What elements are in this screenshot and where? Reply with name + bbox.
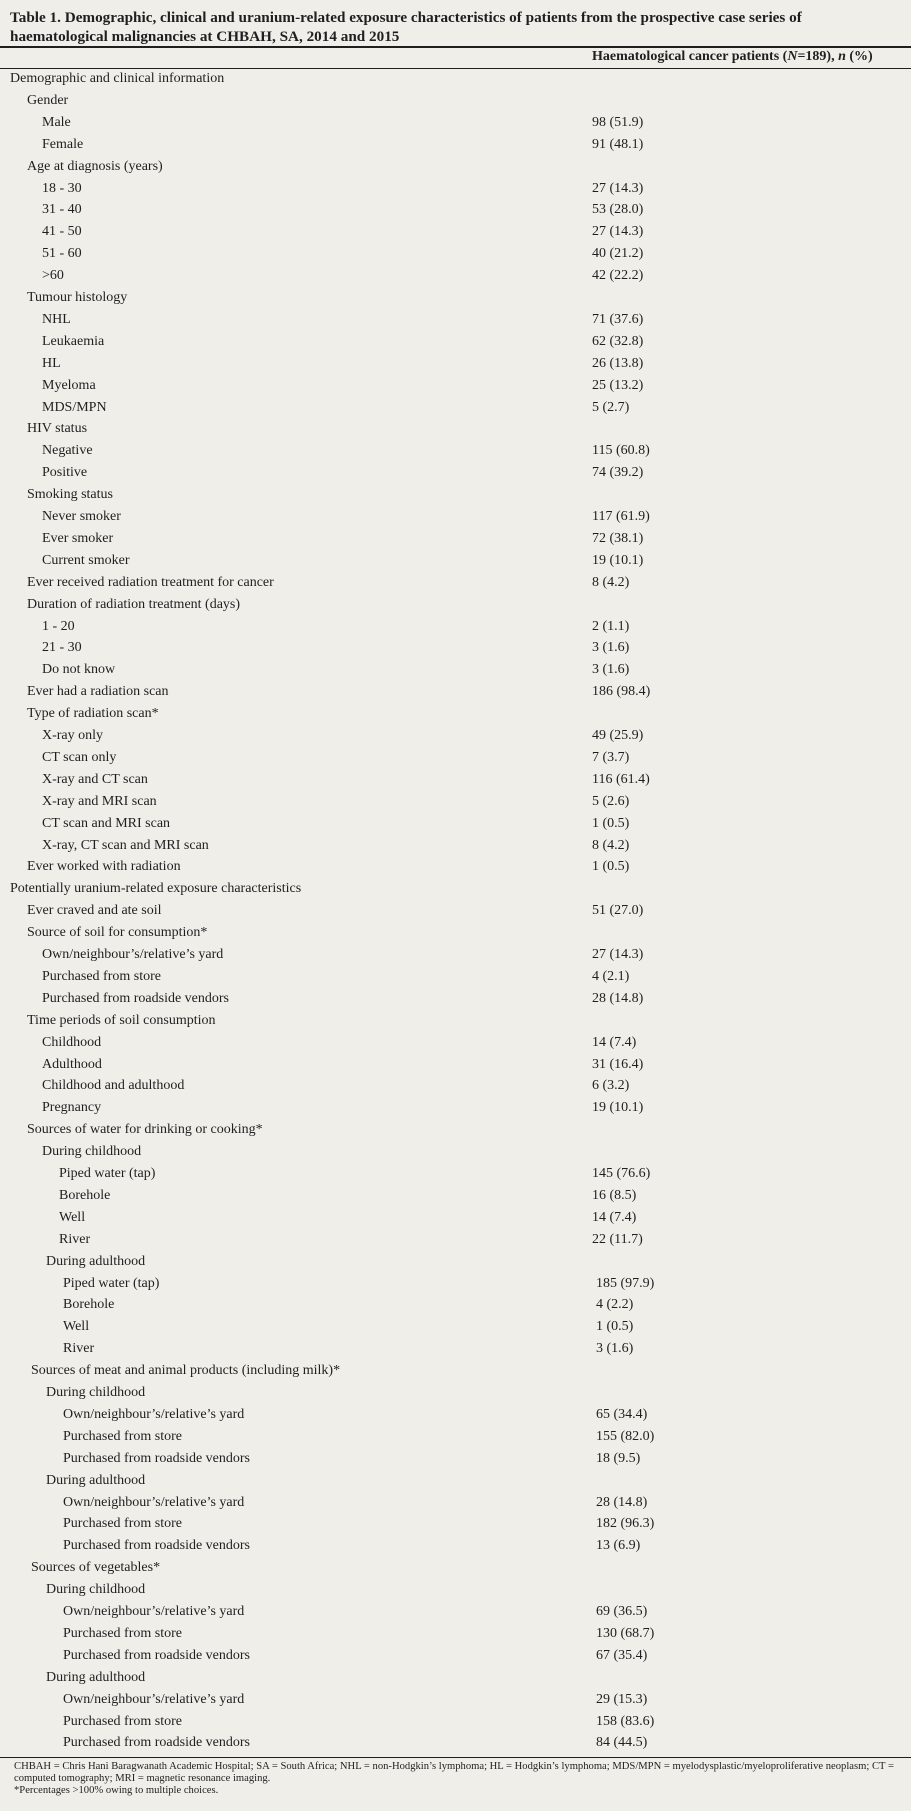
- table-row: [0, 1054, 911, 1076]
- row-label: Purchased from roadside vendors: [42, 990, 230, 1006]
- row-value: 19 (10.1): [592, 1100, 644, 1116]
- table-row: [0, 1185, 911, 1207]
- row-label: River: [63, 1341, 95, 1357]
- table-row: [0, 1601, 911, 1623]
- footer-rule: [0, 1757, 911, 1758]
- table-row: [0, 221, 911, 243]
- table-row: [0, 199, 911, 221]
- table-row: [0, 1360, 911, 1382]
- row-value: 8 (4.2): [592, 837, 630, 853]
- row-label: Purchased from roadside vendors: [63, 1538, 251, 1554]
- row-value: 4 (2.1): [592, 968, 630, 984]
- table-row: [0, 243, 911, 265]
- row-label: Purchased from roadside vendors: [63, 1450, 251, 1466]
- table-row: [0, 659, 911, 681]
- table-row: [0, 1711, 911, 1733]
- table-row: [0, 484, 911, 506]
- row-value: 130 (68.7): [596, 1625, 655, 1641]
- footnotes: [14, 1761, 894, 1797]
- row-label: Myeloma: [42, 377, 96, 393]
- row-label: X-ray only: [42, 728, 104, 743]
- row-value: 72 (38.1): [592, 530, 644, 546]
- table-row: [0, 1163, 911, 1185]
- table-row: [0, 178, 911, 200]
- row-value: 26 (13.8): [592, 355, 644, 371]
- table-row: [0, 594, 911, 616]
- table-row: [0, 637, 911, 659]
- row-label: Own/neighbour’s/relative’s yard: [63, 1406, 245, 1422]
- row-value: 116 (61.4): [592, 771, 650, 787]
- table-row: [0, 703, 911, 725]
- row-value: 65 (34.4): [596, 1406, 648, 1422]
- row-value: 28 (14.8): [592, 990, 644, 1006]
- row-value: 16 (8.5): [592, 1187, 637, 1203]
- table-row: [0, 287, 911, 309]
- table-row: [0, 1513, 911, 1535]
- table-row: [0, 397, 911, 419]
- row-label: CT scan only: [42, 749, 117, 765]
- row-label: Type of radiation scan*: [27, 706, 159, 722]
- column-header-n2: n: [838, 49, 846, 64]
- row-value: 3 (1.6): [596, 1341, 634, 1357]
- table-row: [0, 878, 911, 900]
- column-header: [592, 48, 873, 66]
- row-label: Sources of water for drinking or cooking*: [27, 1122, 263, 1138]
- row-value: 51 (27.0): [592, 903, 644, 919]
- row-label: Female: [42, 136, 84, 152]
- table-row: [0, 1141, 911, 1163]
- table-row: [0, 134, 911, 156]
- table-row: [0, 1535, 911, 1557]
- row-label: 41 - 50: [42, 224, 82, 240]
- row-label: X-ray and MRI scan: [42, 793, 157, 809]
- row-label: Own/neighbour’s/relative’s yard: [63, 1494, 245, 1510]
- table-title: Table 1. Demographic, clinical and uranium-related exposure characteristics of patients from the prospective case series of haematological malignancies at CHBAH, SA, 2014 and 2015: [10, 9, 802, 45]
- row-label: HIV status: [27, 421, 88, 437]
- table-row: [0, 813, 911, 835]
- table-row: [0, 1579, 911, 1601]
- row-label: During childhood: [46, 1582, 146, 1598]
- row-label: Borehole: [63, 1297, 115, 1313]
- row-value: 158 (83.6): [596, 1713, 655, 1729]
- table-row: [0, 440, 911, 462]
- row-label: Sources of vegetables*: [31, 1560, 161, 1576]
- row-label: HL: [42, 355, 61, 371]
- table-row: [0, 1075, 911, 1097]
- row-label: Own/neighbour’s/relative’s yard: [42, 947, 224, 962]
- row-label: X-ray and CT scan: [42, 771, 148, 787]
- row-label: Demographic and clinical information: [10, 71, 225, 86]
- table-row: [0, 1404, 911, 1426]
- row-value: 67 (35.4): [596, 1647, 648, 1663]
- row-value: 8 (4.2): [592, 574, 630, 590]
- row-label: Piped water (tap): [63, 1275, 160, 1291]
- row-label: 51 - 60: [42, 246, 82, 262]
- row-value: 69 (36.5): [596, 1604, 648, 1619]
- row-label: River: [59, 1231, 91, 1247]
- table-row: [0, 1470, 911, 1492]
- row-label: Negative: [42, 443, 93, 459]
- row-label: Ever worked with radiation: [27, 859, 181, 875]
- table-row: [0, 835, 911, 857]
- row-label: Gender: [27, 92, 69, 108]
- row-label: Sources of meat and animal products (including milk)*: [31, 1363, 341, 1379]
- table-row: [0, 966, 911, 988]
- row-label: Well: [63, 1319, 90, 1335]
- table-row: [0, 747, 911, 769]
- row-value: 28 (14.8): [596, 1494, 648, 1510]
- table-row: [0, 462, 911, 484]
- row-label: Purchased from store: [42, 968, 161, 984]
- table-row: [0, 1382, 911, 1404]
- table-row: [0, 572, 911, 594]
- row-label: Leukaemia: [42, 333, 105, 349]
- row-value: 3 (1.6): [592, 662, 630, 678]
- row-value: 4 (2.2): [596, 1297, 634, 1313]
- row-label: MDS/MPN: [42, 399, 107, 415]
- row-label: Tumour histology: [27, 290, 128, 305]
- row-label: Purchased from store: [63, 1428, 182, 1444]
- row-value: 5 (2.6): [592, 793, 630, 809]
- table-row: [0, 331, 911, 353]
- row-label: Purchased from store: [63, 1713, 182, 1729]
- row-value: 22 (11.7): [592, 1231, 643, 1247]
- row-value: 5 (2.7): [592, 399, 630, 415]
- row-value: 25 (13.2): [592, 377, 644, 393]
- table-row: [0, 1273, 911, 1295]
- table-row: [0, 1426, 911, 1448]
- row-value: 98 (51.9): [592, 114, 644, 130]
- row-label: Ever had a radiation scan: [27, 684, 169, 700]
- row-value: 40 (21.2): [592, 246, 644, 262]
- row-label: Time periods of soil consumption: [27, 1012, 216, 1028]
- row-label: Never smoker: [42, 509, 121, 524]
- row-label: NHL: [42, 311, 71, 327]
- row-label: Male: [42, 114, 71, 130]
- row-value: 3 (1.6): [592, 640, 630, 656]
- table-row: [0, 1097, 911, 1119]
- row-label: Childhood: [42, 1034, 102, 1050]
- footnote-abbreviations: CHBAH = Chris Hani Baragwanath Academic Hospital; SA = South Africa; NHL = non-Hodgkin’s lymphoma; HL = Hodgkin’s lymphoma; MDS/MPN = myelodysplastic/myeloproliferative neoplasm; CT = computed tomography; MRI = magnetic resonance imaging.: [14, 1761, 894, 1784]
- table-row: [0, 265, 911, 287]
- row-label: 18 - 30: [42, 180, 82, 196]
- row-value: 19 (10.1): [592, 552, 644, 568]
- table-row: [0, 550, 911, 572]
- row-value: 31 (16.4): [592, 1056, 644, 1072]
- row-value: 1 (0.5): [596, 1319, 634, 1335]
- table-row: [0, 616, 911, 638]
- table-row: [0, 856, 911, 878]
- row-label: During adulthood: [46, 1669, 146, 1685]
- row-value: 42 (22.2): [592, 268, 644, 284]
- row-value: 71 (37.6): [592, 311, 644, 327]
- table-row: [0, 1448, 911, 1470]
- table-row: [0, 1732, 911, 1754]
- row-value: 27 (14.3): [592, 947, 644, 962]
- row-label: Duration of radiation treatment (days): [27, 596, 241, 612]
- table-row: [0, 1316, 911, 1338]
- row-value: 1 (0.5): [592, 815, 630, 831]
- row-label: 21 - 30: [42, 640, 82, 656]
- row-value: 1 (0.5): [592, 859, 630, 875]
- row-value: 74 (39.2): [592, 465, 644, 481]
- row-label: Pregnancy: [42, 1100, 102, 1116]
- table-row: [0, 1229, 911, 1251]
- row-label: 1 - 20: [42, 618, 75, 634]
- row-label: >60: [42, 268, 64, 284]
- row-label: Own/neighbour’s/relative’s yard: [63, 1691, 245, 1707]
- table-row: [0, 1294, 911, 1316]
- table-row: [0, 1645, 911, 1667]
- row-label: Ever smoker: [42, 530, 114, 546]
- table-row: [0, 528, 911, 550]
- row-value: 2 (1.1): [592, 618, 630, 634]
- table-row: [0, 353, 911, 375]
- table-row: [0, 769, 911, 791]
- table-row: [0, 506, 911, 528]
- row-label: During adulthood: [46, 1472, 146, 1488]
- row-label: Piped water (tap): [59, 1166, 156, 1181]
- table-row: [0, 68, 911, 90]
- row-label: Smoking status: [27, 487, 113, 503]
- row-value: 13 (6.9): [596, 1538, 641, 1554]
- row-value: 7 (3.7): [592, 749, 630, 765]
- table-row: [0, 1689, 911, 1711]
- table-row: [0, 725, 911, 747]
- footnote-percentages: *Percentages >100% owing to multiple choices.: [14, 1785, 219, 1796]
- row-label: Purchased from store: [63, 1516, 182, 1532]
- row-label: During adulthood: [46, 1253, 146, 1269]
- column-header-count: =189),: [797, 49, 839, 64]
- row-label: Source of soil for consumption*: [27, 925, 208, 941]
- row-value: 29 (15.3): [596, 1691, 648, 1707]
- row-label: Ever received radiation treatment for cancer: [27, 574, 274, 590]
- table-row: [0, 156, 911, 178]
- row-value: 27 (14.3): [592, 180, 644, 196]
- table-row: [0, 112, 911, 134]
- row-value: 18 (9.5): [596, 1450, 641, 1466]
- row-label: Purchased from roadside vendors: [63, 1647, 251, 1663]
- table-row: [0, 375, 911, 397]
- table-row: [0, 922, 911, 944]
- row-value: 186 (98.4): [592, 684, 651, 700]
- table-row: [0, 988, 911, 1010]
- row-label: Childhood and adulthood: [42, 1078, 185, 1094]
- column-header-prefix: Haematological cancer patients (: [592, 49, 788, 64]
- table-row: [0, 1557, 911, 1579]
- row-label: Own/neighbour’s/relative’s yard: [63, 1604, 245, 1619]
- row-label: Purchased from roadside vendors: [63, 1735, 251, 1751]
- row-label: 31 - 40: [42, 202, 82, 218]
- row-value: 115 (60.8): [592, 443, 650, 459]
- table-row: [0, 1010, 911, 1032]
- row-label: Current smoker: [42, 552, 130, 568]
- row-label: X-ray, CT scan and MRI scan: [42, 837, 209, 853]
- row-label: Purchased from store: [63, 1625, 182, 1641]
- row-value: 117 (61.9): [592, 509, 650, 524]
- row-value: 91 (48.1): [592, 136, 644, 152]
- table-row: [0, 1207, 911, 1229]
- row-label: Potentially uranium-related exposure characteristics: [10, 881, 302, 897]
- table-row: [0, 309, 911, 331]
- row-label: Positive: [42, 465, 88, 481]
- column-header-n: N: [787, 49, 798, 64]
- row-value: 27 (14.3): [592, 224, 644, 240]
- row-label: Borehole: [59, 1187, 111, 1203]
- row-value: 84 (44.5): [596, 1735, 648, 1751]
- row-label: CT scan and MRI scan: [42, 815, 171, 831]
- row-label: Ever craved and ate soil: [27, 903, 162, 919]
- table-row: [0, 418, 911, 440]
- table-row: [0, 1251, 911, 1273]
- row-label: Do not know: [42, 662, 116, 678]
- row-label: During childhood: [42, 1144, 142, 1160]
- row-value: 145 (76.6): [592, 1166, 651, 1181]
- table-row: [0, 1667, 911, 1689]
- row-value: 14 (7.4): [592, 1209, 637, 1225]
- row-label: Age at diagnosis (years): [27, 158, 163, 174]
- row-value: 185 (97.9): [596, 1275, 655, 1291]
- table-row: [0, 791, 911, 813]
- row-label: During childhood: [46, 1385, 146, 1400]
- table-row: [0, 90, 911, 112]
- row-value: 6 (3.2): [592, 1078, 630, 1094]
- row-value: 53 (28.0): [592, 202, 644, 218]
- table-row: [0, 900, 911, 922]
- table-row: [0, 681, 911, 703]
- row-value: 182 (96.3): [596, 1516, 655, 1532]
- row-value: 155 (82.0): [596, 1428, 655, 1444]
- row-label: Well: [59, 1209, 86, 1225]
- row-value: 14 (7.4): [592, 1034, 637, 1050]
- row-value: 49 (25.9): [592, 728, 644, 743]
- table-row: [0, 1338, 911, 1360]
- table-row: [0, 1119, 911, 1141]
- table-row: [0, 1623, 911, 1645]
- table-row: [0, 1032, 911, 1054]
- table-row: [0, 1492, 911, 1514]
- row-label: Adulthood: [42, 1056, 102, 1072]
- table-row: [0, 944, 911, 966]
- column-header-suffix: (%): [845, 49, 873, 64]
- row-value: 62 (32.8): [592, 333, 644, 349]
